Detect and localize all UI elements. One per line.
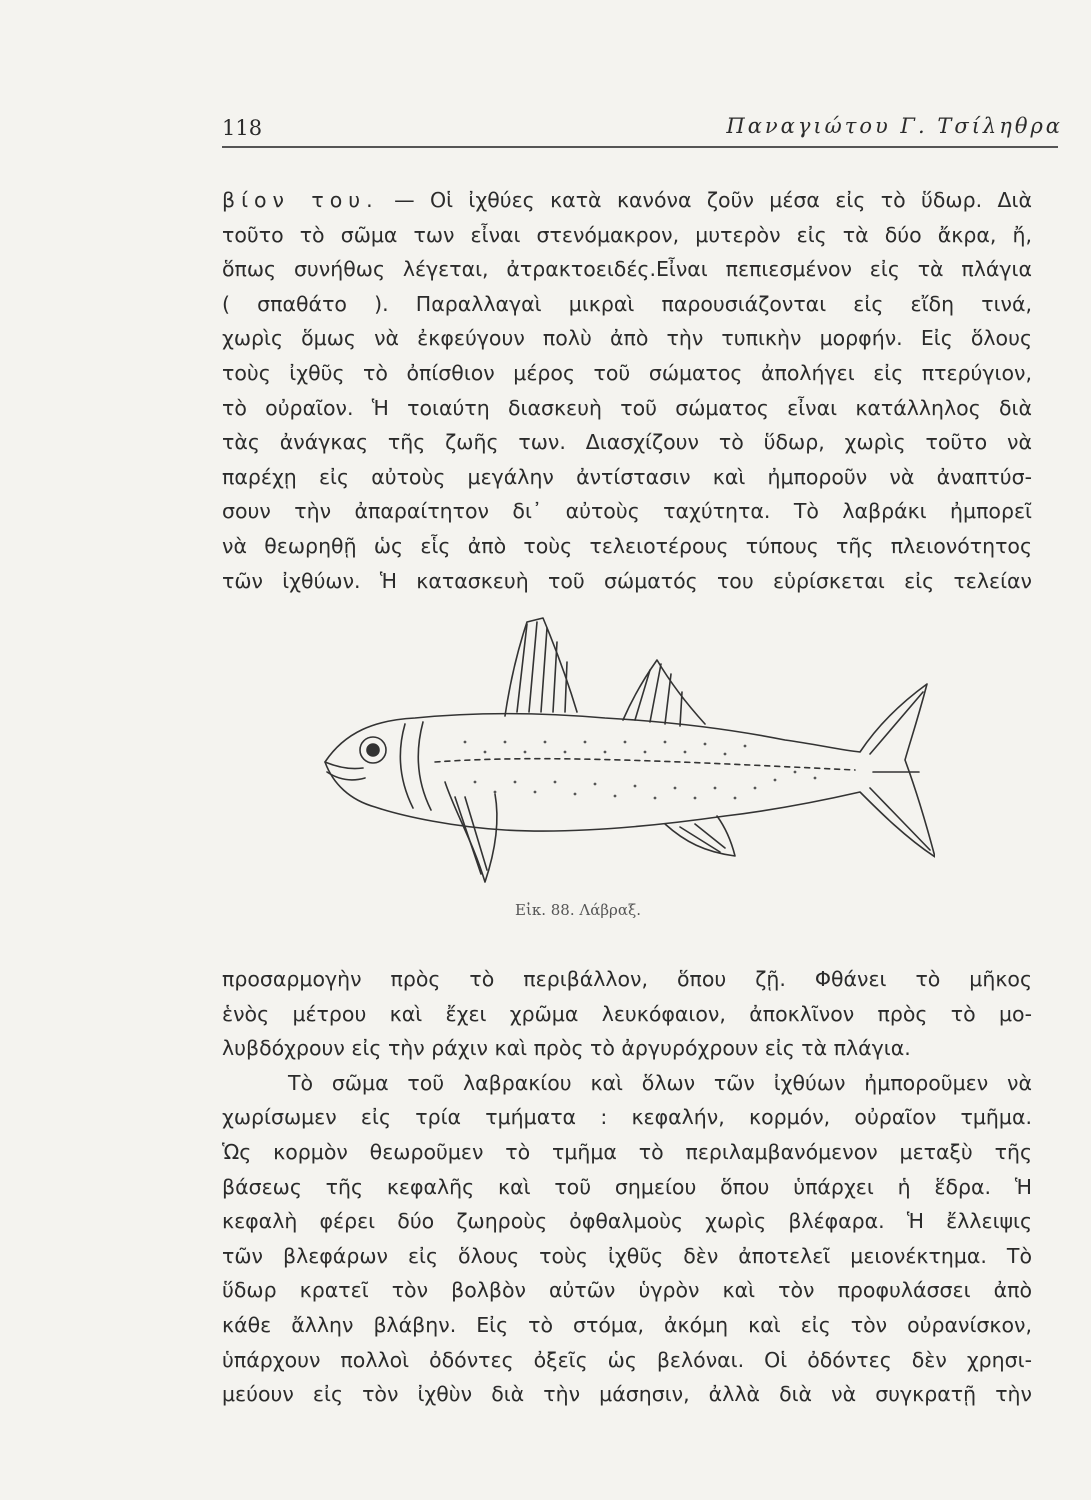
text-line: χωρὶς ὅμως νὰ ἐκφεύγουν πολὺ ἀπὸ τὴν τυπικὴν μορφήν. Εἰς ὅλους (222, 326, 1032, 351)
text-line: παρέχῃ εἰς αὐτοὺς μεγάλην ἀντίστασιν καὶ ἠμποροῦν νὰ ἀναπτύσ- (222, 464, 1032, 489)
text-line: ( σπαθάτο ). Παραλλαγαὶ μικραὶ παρουσιάζονται εἰς εἴδη τινά, (222, 291, 1032, 316)
text-line: χωρίσωμεν εἰς τρία τμήματα : κεφαλήν, κορμόν, οὐραῖον τμῆμα. (222, 1105, 1032, 1130)
fish-illustration (305, 612, 935, 902)
text-line: Τὸ σῶμα τοῦ λαβρακίου καὶ ὅλων τῶν ἰχθύων ἠμποροῦμεν νὰ (288, 1070, 1032, 1095)
text-line: ὕδωρ κρατεῖ τὸν βολβὸν αὐτῶν ὑγρὸν καὶ τὸν προφυλάσσει ἀπὸ (222, 1278, 1032, 1303)
paragraph-body-shape (222, 183, 1032, 598)
page-number: 118 (222, 116, 263, 140)
text-line: κάθε ἄλλην βλάβην. Εἰς τὸ στόμα, ἀκόμη καὶ εἰς τὸν οὐρανίσκον, (222, 1312, 1032, 1337)
text-line: τῶν ἰχθύων. Ἡ κατασκευὴ τοῦ σώματός του εὑρίσκεται εἰς τελείαν (222, 568, 1032, 593)
text-line: ὑπάρχουν πολλοὶ ὀδόντες ὀξεῖς ὡς βελόναι. Οἱ ὀδόντες δὲν χρησι- (222, 1347, 1032, 1372)
paragraph-adaptation (222, 962, 1032, 1412)
running-head: Παναγιώτου Γ. Τσίληθρα (726, 114, 1063, 138)
figure-caption: Εἰκ. 88. Λάβραξ. (515, 901, 641, 919)
text-line: ὅπως συνήθως λέγεται, ἀτρακτοειδές.Εἶναι πεπιεσμένον εἰς τὰ πλάγια (222, 257, 1032, 282)
text-line: προσαρμογὴν πρὸς τὸ περιβάλλον, ὅπου ζῇ. Φθάνει τὸ μῆκος (222, 967, 1032, 991)
text-line: τῶν βλεφάρων εἰς ὅλους τοὺς ἰχθῦς δὲν ἀποτελεῖ μειονέκτημα. Τὸ (222, 1243, 1032, 1268)
header-rule (222, 146, 1058, 148)
text-line: βάσεως τῆς κεφαλῆς καὶ τοῦ σημείου ὅπου ὑπάρχει ἡ ἕδρα. Ἡ (222, 1174, 1032, 1199)
text-line: μεύουν εἰς τὸν ἰχθὺν διὰ τὴν μάσησιν, ἀλλὰ διὰ νὰ συγκρατῇ τὴν (222, 1382, 1032, 1407)
text-line: λυβδόχρουν εἰς τὴν ράχιν καὶ πρὸς τὸ ἀργυρόχρουν εἰς τὰ πλάγια. (222, 1036, 911, 1061)
text-line: τοὺς ἰχθῦς τὸ ὀπίσθιον μέρος τοῦ σώματος ἀπολήγει εἰς πτερύγιον, (222, 360, 1032, 385)
text-line: Ὡς κορμὸν θεωροῦμεν τὸ τμῆμα τὸ περιλαμβανόμενον μεταξὺ τῆς (222, 1139, 1032, 1164)
section-lead: βίον του. (222, 188, 379, 212)
text-line: σουν τὴν ἀπαραίτητον δι᾽ αὐτοὺς ταχύτητα. Τὸ λαβράκι ἠμπορεῖ (222, 499, 1032, 524)
text-line: τοῦτο τὸ σῶμα των εἶναι στενόμακρον, μυτερὸν εἰς τὰ δύο ἄκρα, ἤ, (222, 222, 1032, 247)
first-line-text: — Οἱ ἰχθύες κατὰ κανόνα ζοῦν μέσα εἰς τὸ ὕδωρ. Διὰ (378, 188, 1032, 212)
text-line: νὰ θεωρηθῇ ὡς εἷς ἀπὸ τοὺς τελειοτέρους τύπους τῆς πλειονότητος (222, 533, 1032, 558)
text-line (222, 183, 1032, 218)
text-line: ἑνὸς μέτρου καὶ ἔχει χρῶμα λευκόφαιον, ἀποκλῖνον πρὸς τὸ μο- (222, 1001, 1032, 1026)
text-line: κεφαλὴ φέρει δύο ζωηροὺς ὀφθαλμοὺς χωρὶς βλέφαρα. Ἡ ἔλλειψις (222, 1209, 1032, 1234)
text-line: τὸ οὐραῖον. Ἡ τοιαύτη διασκευὴ τοῦ σώματος εἶναι κατάλληλος διὰ (222, 395, 1032, 420)
text-line: τὰς ἀνάγκας τῆς ζωῆς των. Διασχίζουν τὸ ὕδωρ, χωρὶς τοῦτο νὰ (222, 430, 1032, 455)
